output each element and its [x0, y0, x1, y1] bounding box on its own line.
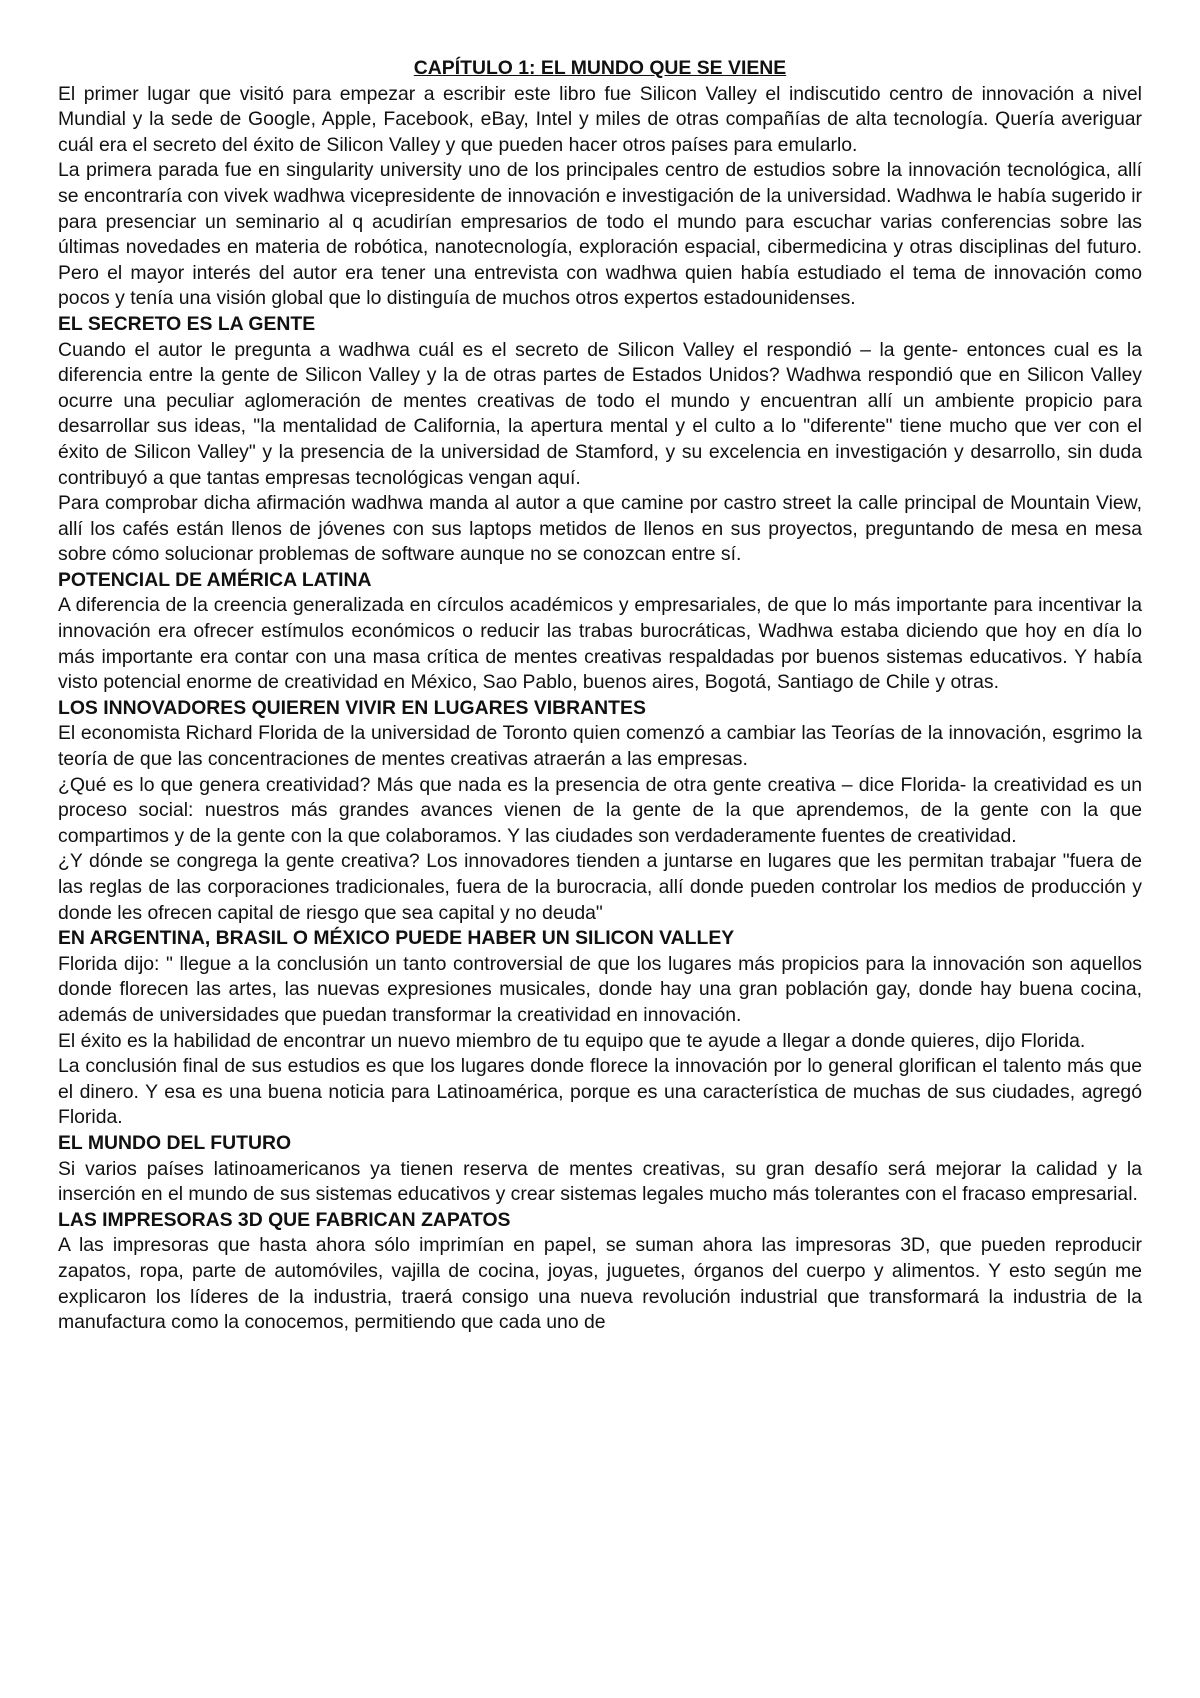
- section-heading-impresoras: LAS IMPRESORAS 3D QUE FABRICAN ZAPATOS: [58, 1208, 511, 1231]
- paragraph-florida-dijo: Florida dijo: " llegue a la conclusión un tanto controversial de que los lugares más propicios para la innovación son aquellos donde florecen las artes, las nuevas expresiones musicales, donde hay una gran población gay, donde hay buena cocina, además de universidades que puedan transformar la creatividad en innovación.: [58, 952, 1142, 1026]
- paragraph-potencial: A diferencia de la creencia generalizada en círculos académicos y empresariales, de que lo más importante para incentivar la innovación era ofrecer estímulos económicos o reducir las trabas burocráticas, Wadhwa estaba diciendo que hoy en día lo más importante era contar con una masa crítica de mentes creativas respaldadas por buenos sistemas educativos. Y había visto potencial enorme de creatividad en México, Sao Pablo, buenos aires, Bogotá, Santiago de Chile y otras.: [58, 594, 1142, 694]
- paragraph-castro-street: Para comprobar dicha afirmación wadhwa manda al autor a que camine por castro street la calle principal de Mountain View, allí los cafés están llenos de jóvenes con sus laptops metidos de llenos en sus proyectos, preguntando de mesa en mesa sobre cómo solucionar problemas de software aunque no se conozcan entre sí.: [58, 492, 1142, 566]
- section-heading-futuro: EL MUNDO DEL FUTURO: [58, 1131, 292, 1154]
- section-heading-silicon-latam: EN ARGENTINA, BRASIL O MÉXICO PUEDE HABER UN SILICON VALLEY: [58, 927, 735, 950]
- paragraph-exito: El éxito es la habilidad de encontrar un nuevo miembro de tu equipo que te ayude a llegar a donde quieres, dijo Florida.: [58, 1029, 1086, 1052]
- paragraph-creatividad: ¿Qué es lo que genera creatividad? Más que nada es la presencia de otra gente creativa – dice Florida- la creatividad es un proceso social: nuestros más grandes avances vienen de la gente de la que aprendemos, de la gente con la que compartimos y de la gente con la que colaboramos. Y las ciudades son verdaderamente fuentes de creatividad.: [58, 773, 1142, 847]
- paragraph-congrega: ¿Y dónde se congrega la gente creativa? Los innovadores tienden a juntarse en lugares que les permitan trabajar "fuera de las reglas de las corporaciones tradicionales, fuera de la burocracia, allí donde pueden controlar los medios de producción y donde les ofrecen capital de riesgo que sea capital y no deuda": [58, 850, 1142, 924]
- paragraph-conclusion: La conclusión final de sus estudios es que los lugares donde florece la innovación por lo general glorifican el talento más que el dinero. Y esa es una buena noticia para Latinoamérica, porque es una característica de muchas de sus ciudades, agregó Florida.: [58, 1055, 1142, 1129]
- paragraph-impresoras: A las impresoras que hasta ahora sólo imprimían en papel, se suman ahora las impresoras 3D, que pueden reproducir zapatos, ropa, parte de automóviles, vajilla de cocina, joyas, juguetes, órganos del cuerpo y alimentos. Y esto según me explicaron los líderes de la industria, traerá consigo una nueva revolución industrial que transformará la industria de la manufactura como la conocemos, permitiendo que cada uno de: [58, 1234, 1142, 1334]
- section-heading-innovadores: LOS INNOVADORES QUIEREN VIVIR EN LUGARES VIBRANTES: [58, 696, 646, 719]
- paragraph-singularity: La primera parada fue en singularity university uno de los principales centro de estudios sobre la innovación tecnológica, allí se encontraría con vivek wadhwa vicepresidente de innovación e investigación de la universidad. Wadhwa le había sugerido ir para presenciar un seminario al q acudirían empresarios de todo el mundo para escuchar varias conferencias sobre las últimas novedades en materia de robótica, nanotecnología, exploración espacial, cibermedicina y otras disciplinas del futuro. Pero el mayor interés del autor era tener una entrevista con wadhwa quien había estudiado el tema de innovación como pocos y tenía una visión global que lo distinguía de muchos otros expertos estadounidenses.: [58, 159, 1142, 310]
- paragraph-florida-theory: El economista Richard Florida de la universidad de Toronto quien comenzó a cambiar las Teorías de la innovación, esgrimo la teoría de que las concentraciones de mentes creativas atraerán a las empresas.: [58, 722, 1142, 771]
- paragraph-secreto: Cuando el autor le pregunta a wadhwa cuál es el secreto de Silicon Valley el respondió – la gente- entonces cual es la diferencia entre la gente de Silicon Valley y la de otras partes de Estados Unidos? Wadhwa respondió que en Silicon Valley ocurre una peculiar aglomeración de mentes creativas de todo el mundo y encuentran allí un ambiente propicio para desarrollar sus ideas, "la mentalidad de California, la apertura mental y el culto a lo "diferente" tiene mucho que ver con el éxito de Silicon Valley" y la presencia de la universidad de Stamford, y su excelencia en investigación y desarrollo, sin duda contribuyó a que tantas empresas tecnológicas vengan aquí.: [58, 338, 1142, 489]
- section-heading-potencial: POTENCIAL DE AMÉRICA LATINA: [58, 568, 372, 591]
- paragraph-intro: El primer lugar que visitó para empezar a escribir este libro fue Silicon Valley el indiscutido centro de innovación a nivel Mundial y la sede de Google, Apple, Facebook, eBay, Intel y miles de otras compañías de alta tecnología. Quería averiguar cuál era el secreto del éxito de Silicon Valley y que pueden hacer otros países para emularlo.: [58, 82, 1142, 156]
- paragraph-futuro: Si varios países latinoamericanos ya tienen reserva de mentes creativas, su gran desafío será mejorar la calidad y la inserción en el mundo de sus sistemas educativos y crear sistemas legales mucho más tolerantes con el fracaso empresarial.: [58, 1157, 1142, 1206]
- chapter-title: CAPÍTULO 1: EL MUNDO QUE SE VIENE: [413, 57, 787, 79]
- document-page: [58, 56, 1142, 1336]
- section-heading-secreto: EL SECRETO ES LA GENTE: [58, 312, 316, 335]
